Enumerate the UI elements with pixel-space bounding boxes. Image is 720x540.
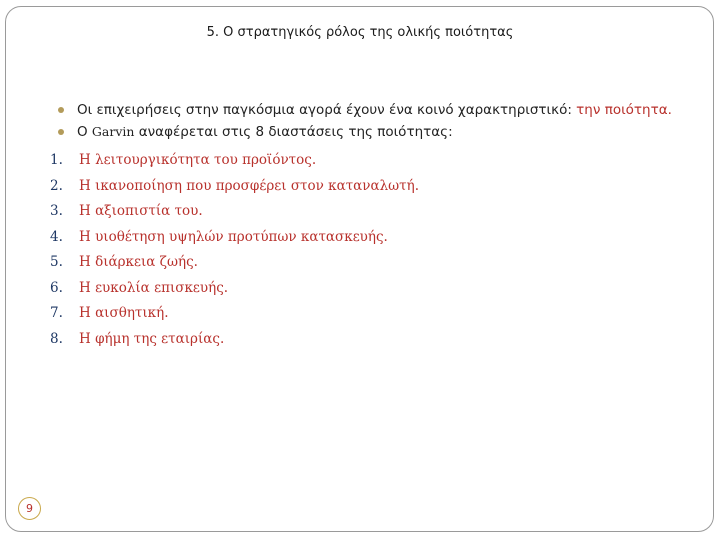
item-number: 6.: [50, 279, 63, 296]
item-number: 5.: [50, 254, 63, 270]
item-text: Η αισθητική.: [79, 305, 169, 321]
item-text: Η διάρκεια ζωής.: [79, 254, 198, 270]
item-text: Η ευκολία επισκευής.: [79, 279, 229, 296]
numbered-list: [50, 148, 419, 352]
numbered-item: [50, 301, 419, 327]
slide-title: 5. Ο στρατηγικός ρόλος της ολικής ποιότητας: [206, 25, 514, 40]
item-number: 1.: [50, 152, 63, 168]
page-number: 9: [18, 497, 41, 520]
numbered-item: [50, 327, 419, 353]
numbered-item: [50, 225, 419, 251]
item-number: 3.: [50, 203, 63, 219]
item-number: 8.: [50, 330, 63, 347]
item-text: Η φήμη της εταιρίας.: [79, 330, 225, 347]
item-text: Η λειτουργικότητα του προϊόντος.: [79, 152, 317, 168]
bullet-item: [57, 121, 672, 143]
item-text: Η αξιοπιστία του.: [79, 203, 203, 219]
bullet-dot-icon: [58, 107, 64, 113]
item-number: 4.: [50, 228, 63, 245]
item-number: 2.: [50, 177, 63, 194]
item-number: 7.: [50, 305, 63, 321]
numbered-item: [50, 148, 419, 174]
item-text: Η υιοθέτηση υψηλών προτύπων κατασκευής.: [79, 228, 388, 245]
bullet-text: αναφέρεται στις 8 διαστάσεις της ποιότητας:: [134, 124, 453, 140]
numbered-item: [50, 250, 419, 276]
bullet-prefix: Ο: [77, 124, 92, 140]
bullet-name: Garvin: [91, 124, 135, 139]
bullet-dot-icon: [58, 129, 64, 135]
numbered-item: [50, 199, 419, 225]
numbered-item: [50, 174, 419, 200]
numbered-item: [50, 276, 419, 302]
item-text: Η ικανοποίηση που προσφέρει στον καταναλωτή.: [79, 177, 420, 194]
bullet-list: [57, 99, 672, 143]
bullet-text: Οι επιχειρήσεις στην παγκόσμια αγορά έχουν ένα κοινό χαρακτηριστικό:: [77, 102, 577, 118]
bullet-highlight: την ποιότητα.: [576, 102, 672, 118]
bullet-item: [57, 99, 672, 121]
